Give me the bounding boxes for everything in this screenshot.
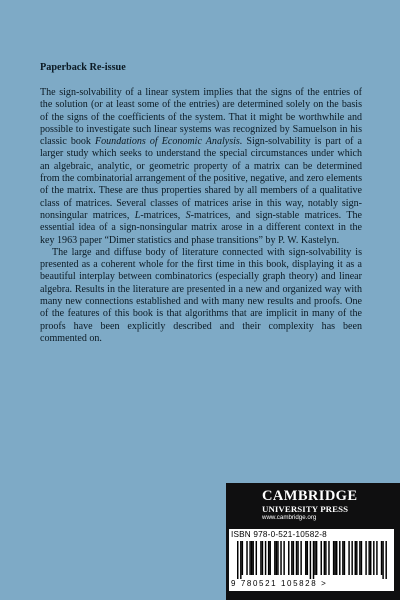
- barcode-icon: [237, 541, 387, 579]
- barcode-bar: [376, 541, 377, 575]
- barcode-bar: [385, 541, 386, 579]
- barcode-bar: [316, 541, 317, 575]
- barcode-bar: [252, 541, 253, 575]
- barcode-bar: [342, 541, 343, 575]
- barcode-bar: [381, 541, 382, 575]
- barcode-bar: [277, 541, 278, 575]
- barcode-bar: [288, 541, 289, 575]
- barcode-bar: [373, 541, 374, 575]
- barcode-bar: [334, 541, 335, 575]
- barcode-bar: [351, 541, 352, 575]
- barcode-bar: [240, 541, 241, 579]
- barcode-bar: [246, 541, 247, 575]
- barcode-bar: [293, 541, 294, 575]
- barcode-bar: [274, 541, 275, 575]
- barcode-bar: [325, 541, 326, 575]
- barcode-bar: [339, 541, 340, 575]
- l-matrices-letter: L: [134, 209, 141, 221]
- barcode-bar: [262, 541, 263, 575]
- barcode-bar: [242, 541, 243, 575]
- barcode-bar: [314, 541, 315, 575]
- barcode-bar: [296, 541, 297, 575]
- barcode-bar: [283, 541, 284, 575]
- barcode-bar: [307, 541, 308, 575]
- barcode-bar: [256, 541, 257, 575]
- barcode-bar: [249, 541, 250, 575]
- publisher-name: CAMBRIDGE: [262, 488, 358, 504]
- barcode-bar: [359, 541, 360, 575]
- barcode-bar: [313, 541, 314, 579]
- barcode-bar: [324, 541, 325, 575]
- barcode-panel: [229, 529, 394, 591]
- barcode-bar: [310, 541, 311, 579]
- blurb-heading: Paperback Re-issue: [40, 62, 126, 73]
- book-title-reference: Foundations of Economic Analysis.: [95, 136, 243, 148]
- blurb-content: [40, 62, 362, 345]
- blurb-paragraph-1: [40, 87, 362, 247]
- barcode-bar: [305, 541, 306, 575]
- barcode-bar: [251, 541, 252, 575]
- paragraph-1-text-c: -matrices,: [140, 209, 186, 221]
- barcode-bar: [265, 541, 266, 575]
- barcode-bar: [382, 541, 383, 579]
- barcode-bar: [336, 541, 337, 575]
- barcode-bar: [370, 541, 371, 575]
- paragraph-1-text-d: -matrices, and sign-stable matrices. The essential idea of a sign-nonsingular matrix arose in a different context in the key 1963 paper “Dimer statistics and phase transitions” by P. W. Kastelyn.: [40, 209, 362, 246]
- publisher-subtitle: UNIVERSITY PRESS: [262, 504, 349, 514]
- barcode-bar: [300, 541, 301, 575]
- paragraph-1-text-b: Sign-solvability is part of a larger study which seeks to understand the special circumstances under which an algebraic, analytic, or geometric property of a matrix can be determined from the combinatorial arrangement of the positive, negative, and zero elements of the matrix. These are thus properties shared by all members of a qualitative class of matrices. Several classes of matrices arise in this way, notably sign-nonsingular matrices,: [40, 136, 362, 221]
- barcode-digits: 9 780521 105828 >: [231, 579, 328, 588]
- publisher-block: [226, 483, 400, 600]
- s-matrices-letter: S: [185, 209, 191, 221]
- barcode-bar: [355, 541, 356, 575]
- barcode-bar: [344, 541, 345, 575]
- barcode-bar: [356, 541, 357, 575]
- blurb-paragraph-2: The large and diffuse body of literature connected with sign-solvability is presented as a coherent whole for the first time in this book, displaying it as a beautiful interplay between combinatorics (especially graph theory) and linear algebra. Results in the literature are presented in a new and organized way with many new connections established and with many new results and proofs. One of the features of this book is that algorithms that are implicit in many of the proofs have been explicitly described and their complexity has been commented on.: [40, 246, 362, 344]
- barcode-bar: [280, 541, 281, 575]
- barcode-bar: [268, 541, 269, 575]
- paragraph-1-text-a: The sign-solvability of a linear system implies that the signs of the entries of the solution (or at least some of the entries) are determined solely on the basis of the signs of the coefficients of the system. That it might be worthwhile and possible to investigate such linear systems was recognized by Samuelson in his classic book: [40, 87, 362, 148]
- barcode-bar: [276, 541, 277, 575]
- barcode-bar: [237, 541, 238, 579]
- barcode-bar: [269, 541, 270, 575]
- barcode-bar: [260, 541, 261, 575]
- barcode-bar: [291, 541, 292, 575]
- barcode-bar: [348, 541, 349, 575]
- barcode-bar: [328, 541, 329, 575]
- barcode-bar: [321, 541, 322, 575]
- barcode-bar: [297, 541, 298, 575]
- isbn-label: ISBN 978-0-521-10582-8: [231, 530, 327, 539]
- barcode-bar: [333, 541, 334, 575]
- publisher-url: www.cambridge.org: [262, 514, 317, 521]
- barcode-bar: [365, 541, 366, 575]
- barcode-bar: [361, 541, 362, 575]
- barcode-bar: [368, 541, 369, 575]
